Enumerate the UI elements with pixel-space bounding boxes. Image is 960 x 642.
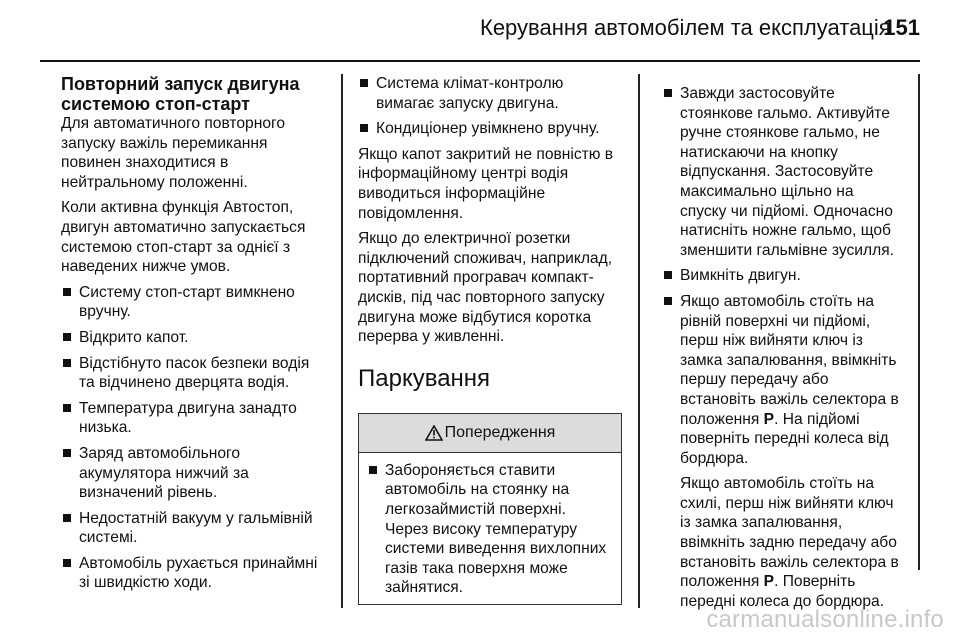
warning-title: Попередження bbox=[444, 423, 556, 441]
list-item: Вимкніть двигун. bbox=[662, 266, 918, 286]
column-3 bbox=[662, 84, 918, 617]
paragraph: Якщо автомобіль стоїть на схилі, перш ніж вийняти ключ із замка запалювання, ввімкніть задню передачу або встановіть важіль селектора в положення P. Поверніть передні колеса до бордюра. bbox=[680, 475, 899, 610]
list-item: Відкрито капот. bbox=[61, 328, 333, 348]
list-item: Система клімат-контролю вимагає запуску двигуна. bbox=[358, 74, 632, 113]
column-divider-1 bbox=[341, 74, 343, 608]
list-item: Якщо автомобіль стоїть на рівній поверхні чи підйомі, перш ніж вийняти ключ із замка запалювання, ввімкніть першу передачу або встановіть важіль селектора в положення P. На підйомі поверніть передні колеса від бордюра. bbox=[662, 292, 918, 468]
warning-box bbox=[358, 413, 622, 605]
list-item: Забороняється ставити автомобіль на стоянку на легкозаймистій поверхні. Через високу температуру системи виведення вихлопних газів така поверхня може зайнятися. bbox=[367, 461, 615, 598]
bullet-list bbox=[358, 74, 632, 139]
list-item: Кондиціонер увімкнено вручну. bbox=[358, 119, 632, 139]
paragraph: Для автоматичного повторного запуску важіль перемикання повинен знаходитися в нейтральному положенні. bbox=[61, 115, 286, 191]
warning-body bbox=[359, 453, 621, 604]
header-rule bbox=[40, 60, 920, 62]
column-1 bbox=[61, 74, 333, 599]
watermark: carmanualsonline.info bbox=[706, 606, 944, 633]
list-item: Завжди застосовуйте стоянкове гальмо. Активуйте ручне стоянкове гальмо, не натискаючи на кнопку відпускання. Застосовуйте максимально щільно на спуску чи підйомі. Одночасно натисніть ножне гальмо, щоб зменшити гальмівне зусилля. bbox=[662, 84, 918, 260]
paragraph: Якщо до електричної розетки підключений споживач, наприклад, портативний програвач компакт- дисків, під час повторного запуску двигуна може відбутися коротка перерва у живленні. bbox=[358, 230, 613, 346]
section-heading: Паркування bbox=[358, 364, 491, 392]
list-item: Недостатній вакуум у гальмівній системі. bbox=[61, 509, 333, 548]
column-2 bbox=[358, 74, 632, 605]
list-item: Заряд автомобільного акумулятора нижчий за визначений рівень. bbox=[61, 444, 333, 503]
column-divider-3 bbox=[918, 74, 920, 570]
list-item: Температура двигуна занадто низька. bbox=[61, 399, 333, 438]
list-item: Систему стоп-старт вимкнено вручну. bbox=[61, 283, 333, 322]
list-item: Автомобіль рухається принаймні зі швидкістю ходи. bbox=[61, 554, 333, 593]
page-title: Керування автомобілем та експлуатація bbox=[480, 15, 891, 40]
warning-header bbox=[359, 413, 621, 453]
paragraph: Коли активна функція Автостоп, двигун автоматично запускається системою стоп-старт за однієї з наведених нижче умов. bbox=[61, 199, 306, 276]
page-number: 151 bbox=[883, 15, 920, 40]
bullet-list bbox=[61, 283, 333, 593]
bullet-list bbox=[367, 461, 615, 598]
column-divider-2 bbox=[638, 74, 640, 608]
section-title: Повторний запуск двигуна системою стоп-старт bbox=[61, 74, 300, 114]
list-item: Відстібнуто пасок безпеки водія та відчинено дверцята водія. bbox=[61, 354, 333, 393]
paragraph: Якщо капот закритий не повністю в інформаційному центрі водія виводиться інформаційне повідомлення. bbox=[358, 145, 614, 222]
bullet-list bbox=[662, 84, 918, 468]
page-header bbox=[0, 0, 960, 50]
warning-triangle-icon bbox=[425, 425, 443, 441]
